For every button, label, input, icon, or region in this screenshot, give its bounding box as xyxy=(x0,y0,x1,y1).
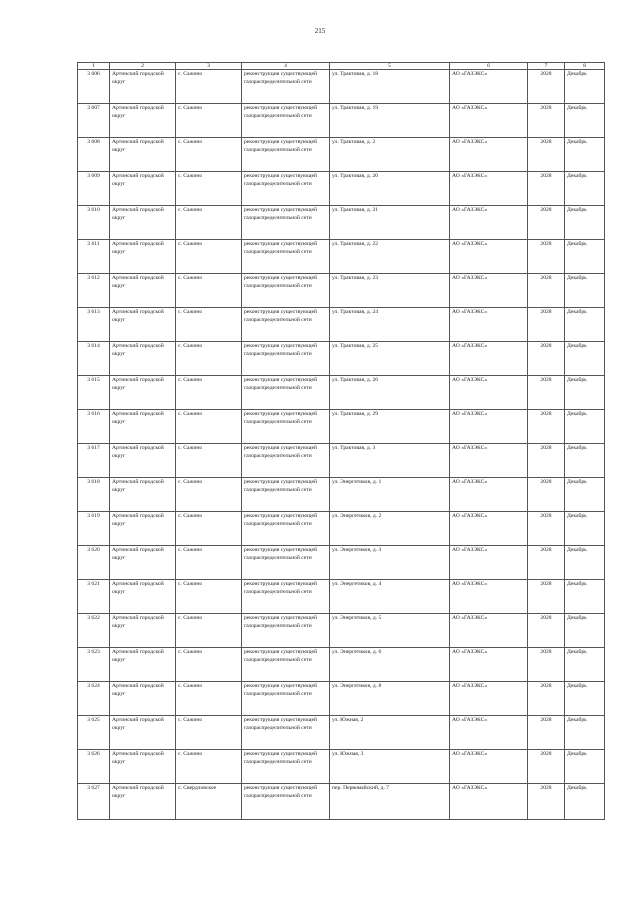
district-cell: Артинский городской округ xyxy=(110,750,176,784)
address-cell: ул. Энергетиков, д. 5 xyxy=(330,614,450,648)
organization-cell: АО «ГАЗЭКС» xyxy=(450,716,528,750)
table-row xyxy=(78,682,605,716)
settlement-cell: с. Сажино xyxy=(176,410,242,444)
organization-cell: АО «ГАЗЭКС» xyxy=(450,546,528,580)
month-cell: Декабрь xyxy=(565,308,605,342)
district-cell: Артинский городской округ xyxy=(110,172,176,206)
organization-cell: АО «ГАЗЭКС» xyxy=(450,206,528,240)
organization-cell: АО «ГАЗЭКС» xyxy=(450,444,528,478)
address-cell: ул. Энергетиков, д. 6 xyxy=(330,648,450,682)
row-number: 3 617 xyxy=(78,444,110,478)
month-cell: Декабрь xyxy=(565,512,605,546)
work-type-cell: реконструкция существующей газораспределительной сети xyxy=(242,750,330,784)
settlement-cell: с. Сажино xyxy=(176,750,242,784)
year-cell: 2028 xyxy=(528,206,565,240)
row-number: 3 626 xyxy=(78,750,110,784)
organization-cell: АО «ГАЗЭКС» xyxy=(450,750,528,784)
year-cell: 2028 xyxy=(528,172,565,206)
settlement-cell: с. Сажино xyxy=(176,546,242,580)
row-number: 3 620 xyxy=(78,546,110,580)
organization-cell: АО «ГАЗЭКС» xyxy=(450,240,528,274)
address-cell: ул. Энергетиков, д. 8 xyxy=(330,682,450,716)
settlement-cell: с. Сажино xyxy=(176,614,242,648)
work-type-cell: реконструкция существующей газораспределительной сети xyxy=(242,716,330,750)
work-type-cell: реконструкция существующей газораспределительной сети xyxy=(242,104,330,138)
year-cell: 2028 xyxy=(528,784,565,820)
year-cell: 2028 xyxy=(528,410,565,444)
district-cell: Артинский городской округ xyxy=(110,274,176,308)
table-row xyxy=(78,70,605,104)
month-cell: Декабрь xyxy=(565,240,605,274)
month-cell: Декабрь xyxy=(565,478,605,512)
year-cell: 2028 xyxy=(528,682,565,716)
district-cell: Артинский городской округ xyxy=(110,342,176,376)
column-header-1: 1 xyxy=(78,63,110,70)
table-row xyxy=(78,172,605,206)
district-cell: Артинский городской округ xyxy=(110,444,176,478)
month-cell: Декабрь xyxy=(565,648,605,682)
work-type-cell: реконструкция существующей газораспределительной сети xyxy=(242,138,330,172)
year-cell: 2028 xyxy=(528,614,565,648)
settlement-cell: с. Сажино xyxy=(176,478,242,512)
work-type-cell: реконструкция существующей газораспределительной сети xyxy=(242,308,330,342)
organization-cell: АО «ГАЗЭКС» xyxy=(450,580,528,614)
address-cell: ул. Трактовая, д. 22 xyxy=(330,240,450,274)
district-cell: Артинский городской округ xyxy=(110,716,176,750)
month-cell: Декабрь xyxy=(565,410,605,444)
organization-cell: АО «ГАЗЭКС» xyxy=(450,172,528,206)
organization-cell: АО «ГАЗЭКС» xyxy=(450,376,528,410)
settlement-cell: с. Свердловское xyxy=(176,784,242,820)
year-cell: 2028 xyxy=(528,104,565,138)
month-cell: Декабрь xyxy=(565,750,605,784)
work-type-cell: реконструкция существующей газораспределительной сети xyxy=(242,376,330,410)
address-cell: ул. Трактовая, д. 21 xyxy=(330,206,450,240)
column-header-4: 4 xyxy=(242,63,330,70)
month-cell: Декабрь xyxy=(565,172,605,206)
row-number: 3 622 xyxy=(78,614,110,648)
settlement-cell: с. Сажино xyxy=(176,172,242,206)
work-type-cell: реконструкция существующей газораспределительной сети xyxy=(242,240,330,274)
settlement-cell: с. Сажино xyxy=(176,716,242,750)
address-cell: ул. Трактовая, д. 3 xyxy=(330,444,450,478)
row-number: 3 608 xyxy=(78,138,110,172)
month-cell: Декабрь xyxy=(565,614,605,648)
year-cell: 2028 xyxy=(528,308,565,342)
organization-cell: АО «ГАЗЭКС» xyxy=(450,274,528,308)
district-cell: Артинский городской округ xyxy=(110,410,176,444)
work-type-cell: реконструкция существующей газораспределительной сети xyxy=(242,342,330,376)
table-header-row xyxy=(78,63,605,70)
row-number: 3 616 xyxy=(78,410,110,444)
settlement-cell: с. Сажино xyxy=(176,138,242,172)
year-cell: 2028 xyxy=(528,376,565,410)
year-cell: 2028 xyxy=(528,750,565,784)
year-cell: 2028 xyxy=(528,478,565,512)
organization-cell: АО «ГАЗЭКС» xyxy=(450,70,528,104)
work-type-cell: реконструкция существующей газораспределительной сети xyxy=(242,206,330,240)
month-cell: Декабрь xyxy=(565,546,605,580)
month-cell: Декабрь xyxy=(565,274,605,308)
settlement-cell: с. Сажино xyxy=(176,376,242,410)
row-number: 3 612 xyxy=(78,274,110,308)
row-number: 3 621 xyxy=(78,580,110,614)
address-cell: ул. Трактовая, д. 29 xyxy=(330,410,450,444)
table-row xyxy=(78,104,605,138)
address-cell: ул. Южная, 3 xyxy=(330,750,450,784)
district-cell: Артинский городской округ xyxy=(110,648,176,682)
address-cell: ул. Энергетиков, д. 4 xyxy=(330,580,450,614)
settlement-cell: с. Сажино xyxy=(176,240,242,274)
work-type-cell: реконструкция существующей газораспределительной сети xyxy=(242,410,330,444)
work-type-cell: реконструкция существующей газораспределительной сети xyxy=(242,784,330,820)
table-row xyxy=(78,342,605,376)
year-cell: 2028 xyxy=(528,716,565,750)
row-number: 3 624 xyxy=(78,682,110,716)
work-type-cell: реконструкция существующей газораспределительной сети xyxy=(242,546,330,580)
district-cell: Артинский городской округ xyxy=(110,784,176,820)
month-cell: Декабрь xyxy=(565,206,605,240)
row-number: 3 627 xyxy=(78,784,110,820)
row-number: 3 611 xyxy=(78,240,110,274)
organization-cell: АО «ГАЗЭКС» xyxy=(450,342,528,376)
settlement-cell: с. Сажино xyxy=(176,70,242,104)
schedule-table xyxy=(77,62,605,820)
month-cell: Декабрь xyxy=(565,580,605,614)
year-cell: 2028 xyxy=(528,648,565,682)
work-type-cell: реконструкция существующей газораспределительной сети xyxy=(242,512,330,546)
work-type-cell: реконструкция существующей газораспределительной сети xyxy=(242,648,330,682)
row-number: 3 625 xyxy=(78,716,110,750)
row-number: 3 606 xyxy=(78,70,110,104)
address-cell: ул. Южная, 2 xyxy=(330,716,450,750)
column-header-6: 6 xyxy=(450,63,528,70)
organization-cell: АО «ГАЗЭКС» xyxy=(450,682,528,716)
district-cell: Артинский городской округ xyxy=(110,478,176,512)
month-cell: Декабрь xyxy=(565,444,605,478)
row-number: 3 610 xyxy=(78,206,110,240)
table-row xyxy=(78,784,605,820)
district-cell: Артинский городской округ xyxy=(110,240,176,274)
year-cell: 2028 xyxy=(528,70,565,104)
page-number: 215 xyxy=(314,27,326,35)
district-cell: Артинский городской округ xyxy=(110,104,176,138)
organization-cell: АО «ГАЗЭКС» xyxy=(450,138,528,172)
district-cell: Артинский городской округ xyxy=(110,138,176,172)
settlement-cell: с. Сажино xyxy=(176,682,242,716)
organization-cell: АО «ГАЗЭКС» xyxy=(450,104,528,138)
organization-cell: АО «ГАЗЭКС» xyxy=(450,614,528,648)
organization-cell: АО «ГАЗЭКС» xyxy=(450,410,528,444)
settlement-cell: с. Сажино xyxy=(176,104,242,138)
district-cell: Артинский городской округ xyxy=(110,308,176,342)
table-row xyxy=(78,512,605,546)
district-cell: Артинский городской округ xyxy=(110,512,176,546)
table-row xyxy=(78,274,605,308)
district-cell: Артинский городской округ xyxy=(110,376,176,410)
month-cell: Декабрь xyxy=(565,376,605,410)
table-row xyxy=(78,410,605,444)
row-number: 3 609 xyxy=(78,172,110,206)
row-number: 3 618 xyxy=(78,478,110,512)
table-row xyxy=(78,138,605,172)
row-number: 3 607 xyxy=(78,104,110,138)
address-cell: ул. Трактовая, д. 24 xyxy=(330,308,450,342)
table-row xyxy=(78,614,605,648)
organization-cell: АО «ГАЗЭКС» xyxy=(450,478,528,512)
year-cell: 2028 xyxy=(528,138,565,172)
work-type-cell: реконструкция существующей газораспределительной сети xyxy=(242,682,330,716)
settlement-cell: с. Сажино xyxy=(176,308,242,342)
settlement-cell: с. Сажино xyxy=(176,206,242,240)
address-cell: ул. Трактовая, д. 18 xyxy=(330,70,450,104)
work-type-cell: реконструкция существующей газораспределительной сети xyxy=(242,614,330,648)
table-row xyxy=(78,376,605,410)
address-cell: пер. Первомайский, д. 7 xyxy=(330,784,450,820)
address-cell: ул. Энергетиков, д. 2 xyxy=(330,512,450,546)
district-cell: Артинский городской округ xyxy=(110,580,176,614)
month-cell: Декабрь xyxy=(565,70,605,104)
address-cell: ул. Трактовая, д. 23 xyxy=(330,274,450,308)
address-cell: ул. Трактовая, д. 26 xyxy=(330,376,450,410)
address-cell: ул. Трактовая, д. 2 xyxy=(330,138,450,172)
settlement-cell: с. Сажино xyxy=(176,580,242,614)
row-number: 3 615 xyxy=(78,376,110,410)
table-row xyxy=(78,750,605,784)
table-row xyxy=(78,546,605,580)
column-header-3: 3 xyxy=(176,63,242,70)
settlement-cell: с. Сажино xyxy=(176,648,242,682)
settlement-cell: с. Сажино xyxy=(176,512,242,546)
row-number: 3 614 xyxy=(78,342,110,376)
table-row xyxy=(78,648,605,682)
work-type-cell: реконструкция существующей газораспределительной сети xyxy=(242,172,330,206)
table-row xyxy=(78,444,605,478)
table-row xyxy=(78,240,605,274)
organization-cell: АО «ГАЗЭКС» xyxy=(450,784,528,820)
column-header-5: 5 xyxy=(330,63,450,70)
table-row xyxy=(78,716,605,750)
district-cell: Артинский городской округ xyxy=(110,546,176,580)
year-cell: 2028 xyxy=(528,546,565,580)
address-cell: ул. Трактовая, д. 25 xyxy=(330,342,450,376)
work-type-cell: реконструкция существующей газораспределительной сети xyxy=(242,580,330,614)
month-cell: Декабрь xyxy=(565,138,605,172)
settlement-cell: с. Сажино xyxy=(176,274,242,308)
work-type-cell: реконструкция существующей газораспределительной сети xyxy=(242,274,330,308)
month-cell: Декабрь xyxy=(565,784,605,820)
row-number: 3 623 xyxy=(78,648,110,682)
district-cell: Артинский городской округ xyxy=(110,682,176,716)
column-header-8: 8 xyxy=(565,63,605,70)
work-type-cell: реконструкция существующей газораспределительной сети xyxy=(242,70,330,104)
settlement-cell: с. Сажино xyxy=(176,342,242,376)
month-cell: Декабрь xyxy=(565,716,605,750)
work-type-cell: реконструкция существующей газораспределительной сети xyxy=(242,478,330,512)
table-row xyxy=(78,308,605,342)
year-cell: 2028 xyxy=(528,240,565,274)
organization-cell: АО «ГАЗЭКС» xyxy=(450,308,528,342)
address-cell: ул. Трактовая, д. 19 xyxy=(330,104,450,138)
row-number: 3 613 xyxy=(78,308,110,342)
year-cell: 2028 xyxy=(528,580,565,614)
year-cell: 2028 xyxy=(528,512,565,546)
year-cell: 2028 xyxy=(528,342,565,376)
table-row xyxy=(78,478,605,512)
month-cell: Декабрь xyxy=(565,682,605,716)
settlement-cell: с. Сажино xyxy=(176,444,242,478)
address-cell: ул. Энергетиков, д. 3 xyxy=(330,546,450,580)
district-cell: Артинский городской округ xyxy=(110,206,176,240)
address-cell: ул. Энергетиков, д. 1 xyxy=(330,478,450,512)
organization-cell: АО «ГАЗЭКС» xyxy=(450,512,528,546)
row-number: 3 619 xyxy=(78,512,110,546)
district-cell: Артинский городской округ xyxy=(110,70,176,104)
year-cell: 2028 xyxy=(528,444,565,478)
column-header-2: 2 xyxy=(110,63,176,70)
table-row xyxy=(78,206,605,240)
month-cell: Декабрь xyxy=(565,104,605,138)
work-type-cell: реконструкция существующей газораспределительной сети xyxy=(242,444,330,478)
district-cell: Артинский городской округ xyxy=(110,614,176,648)
month-cell: Декабрь xyxy=(565,342,605,376)
column-header-7: 7 xyxy=(528,63,565,70)
year-cell: 2028 xyxy=(528,274,565,308)
address-cell: ул. Трактовая, д. 20 xyxy=(330,172,450,206)
table-row xyxy=(78,580,605,614)
organization-cell: АО «ГАЗЭКС» xyxy=(450,648,528,682)
